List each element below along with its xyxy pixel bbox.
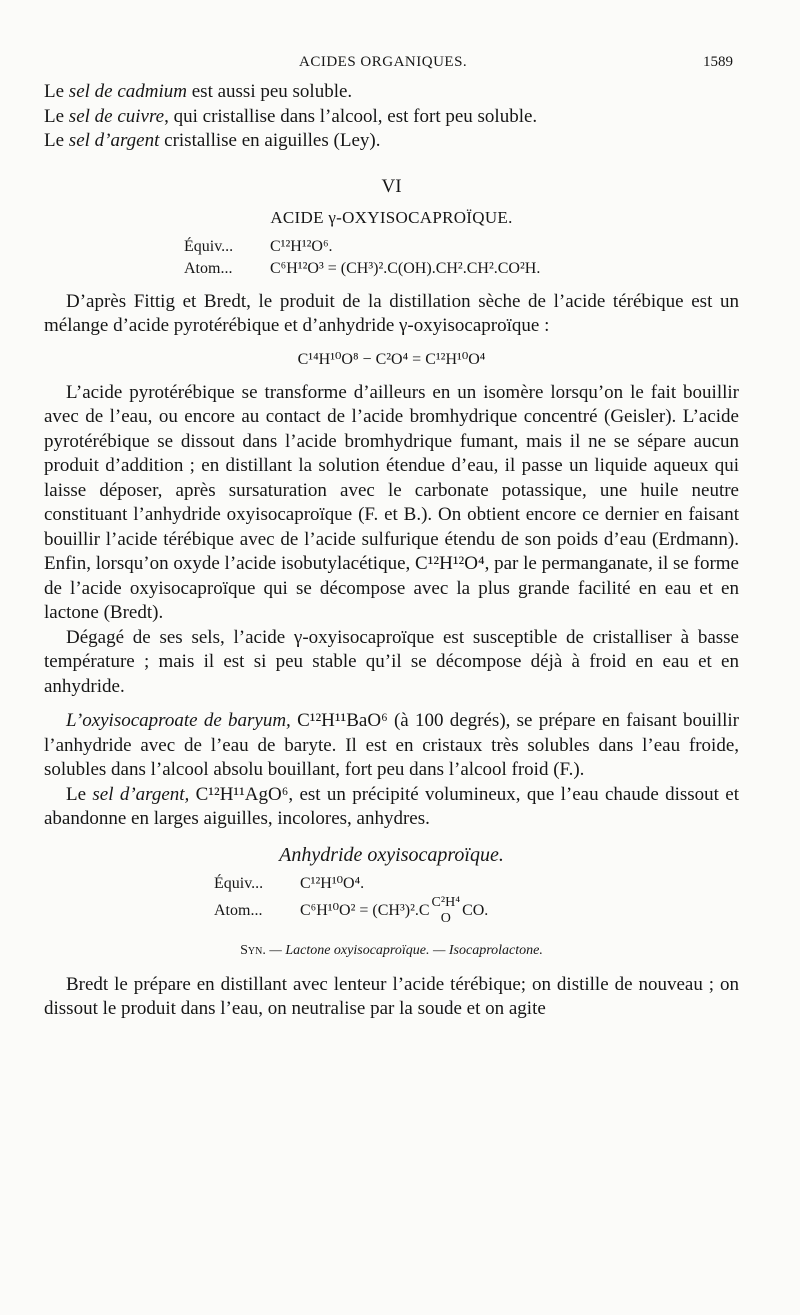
- anhydride-atom-formula-b: CO.: [462, 901, 489, 919]
- synonyms: Syn. — Lactone oxyisocaproïque. — Isocaprolactone.: [240, 942, 543, 958]
- ring-fragment: [432, 895, 461, 927]
- paragraph-argent: Le sel d’argent, C¹²H¹¹AgO⁶, est un précipité volumineux, que l’eau chaude dissout et abandonne en larges aiguilles, incolores, anhydres.: [44, 783, 739, 829]
- running-title: ACIDES ORGANIQUES.: [299, 54, 468, 70]
- equiv-formula: C¹²H¹²O⁶.: [270, 237, 333, 255]
- paragraph-degage: Dégagé de ses sels, l’acide γ-oxyisocaproïque est susceptible de cristalliser à basse température ; mais il est si peu stable qu’il se décompose déjà à froid en eau et en anhydride.: [44, 626, 739, 697]
- atom-formula: C⁶H¹²O³ = (CH³)².C(OH).CH².CH².CO²H.: [270, 259, 541, 277]
- ring-bottom: O: [440, 910, 451, 926]
- anhydride-atom-label: Atom...: [214, 901, 263, 919]
- anhydride-atom-formula-a: C⁶H¹⁰O² = (CH³)².C: [300, 901, 430, 919]
- paragraph-pyroterebique: L’acide pyrotérébique se transforme d’ailleurs en un isomère lorsqu’on le fait bouillir avec de l’eau, ou encore au contact de l’acide bromhydrique concentré (Geisler). L’acide pyrotérébique se dissout dans l’acide bromhydrique fumant, mais il ne se sépare aucun produit d’addition ; en distillant la solution étendue d’eau, il passe un liquide aqueux qui laisse déposer, après sursaturation avec le carbonate potassique, une huile neutre constituant l’anhydride oxyisocaproïque (F. et B.). On obtient encore ce dernier en faisant bouillir l’acide térébique avec de l’acide sulfurique étendu de son poids d’eau (Erdmann). Enfin, lorsqu’on oxyde l’acide isobutylacétique, C¹²H¹²O⁴, par le permanganate, il se forme de l’acide oxyisocaproïque qui se décompose avec la plus grande facilité en eau et en lactone (Bredt).: [44, 381, 739, 623]
- intro-line-argent: Le sel d’argent cristallise en aiguilles (Ley).: [44, 130, 381, 151]
- running-header: [44, 54, 739, 80]
- section-number: VI: [381, 175, 402, 197]
- ring-top: C²H⁴: [431, 894, 461, 910]
- anhydride-equiv-formula: C¹²H¹⁰O⁴.: [300, 874, 365, 892]
- equation: C¹⁴H¹⁰O⁸ − C²O⁴ = C¹²H¹⁰O⁴: [297, 350, 486, 368]
- paragraph-fittig: D’après Fittig et Bredt, le produit de la distillation sèche de l’acide térébique est un mélange d’acide pyrotérébique et d’anhydride γ-oxyisocaproïque :: [44, 290, 739, 336]
- anhydride-title: Anhydride oxyisocaproïque.: [279, 843, 504, 866]
- page: [44, 54, 739, 1022]
- formula-block: [184, 236, 739, 280]
- intro-line-cadmium: Le sel de cadmium est aussi peu soluble.: [44, 81, 353, 102]
- anhydride-formula-block: [214, 873, 739, 927]
- anhydride-equiv-label: Équiv...: [214, 874, 264, 892]
- section-title: ACIDE γ-OXYISOCAPROÏQUE.: [270, 207, 513, 227]
- atom-label: Atom...: [184, 259, 233, 277]
- page-number: 1589: [703, 54, 733, 70]
- equiv-label: Équiv...: [184, 237, 234, 255]
- paragraph-baryum: L’oxyisocaproate de baryum, C¹²H¹¹BaO⁶ (à 100 degrés), se prépare en faisant bouillir l’anhydride avec de l’eau de baryte. Il est en cristaux très solubles dans l’eau froide, solubles dans l’alcool absolu bouillant, fort peu dans l’alcool froid (F.).: [44, 710, 739, 780]
- intro-line-cuivre: Le sel de cuivre, qui cristallise dans l’alcool, est fort peu soluble.: [44, 105, 538, 127]
- paragraph-bredt: Bredt le prépare en distillant avec lenteur l’acide térébique; on distille de nouveau ; on dissout le produit dans l’eau, on neutralise par la soude et on agite: [44, 973, 739, 1019]
